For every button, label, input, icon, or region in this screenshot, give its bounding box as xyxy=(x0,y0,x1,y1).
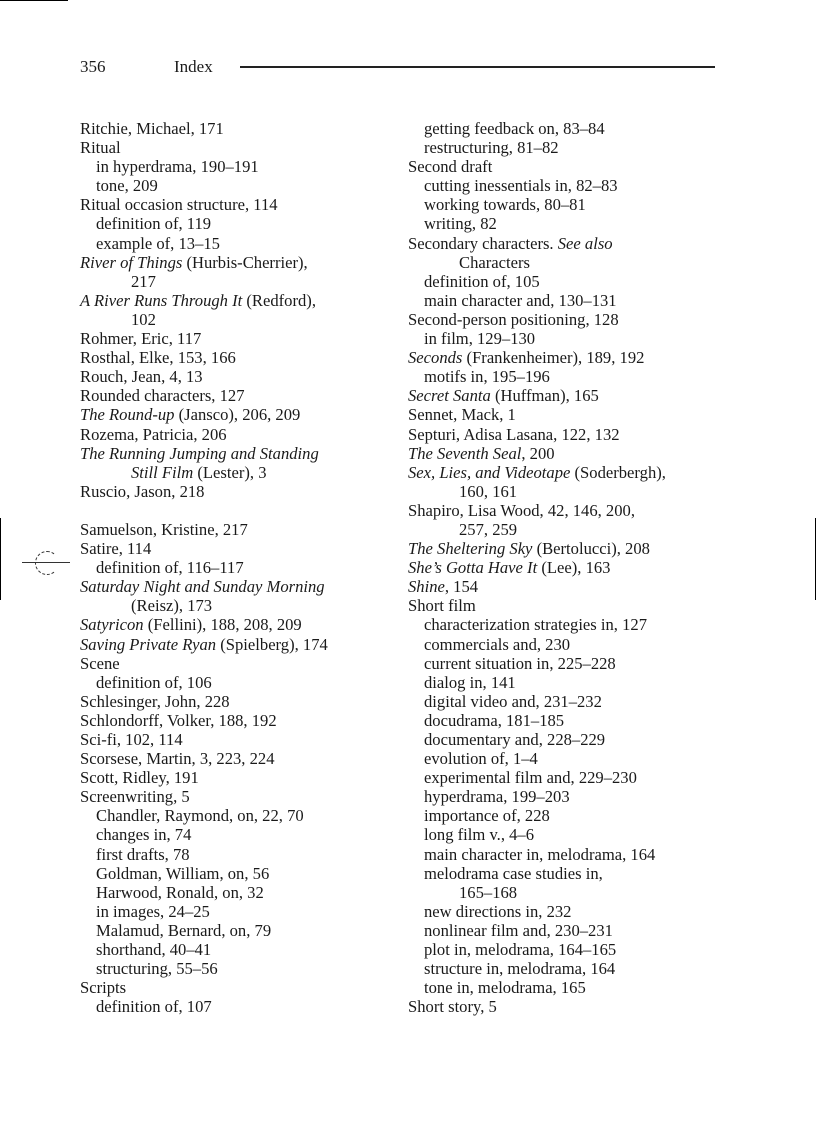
index-subentry: tone in, melodrama, 165 xyxy=(424,978,586,998)
index-entry: Satire, 114 xyxy=(80,539,152,559)
index-subentry: tone, 209 xyxy=(96,176,158,196)
index-subentry: documentary and, 228–229 xyxy=(424,730,606,749)
index-entry: She’s Gotta Have It (Lee), 163 xyxy=(408,558,611,578)
index-entry: The Round-up (Jansco), 206, 209 xyxy=(80,405,301,425)
index-subentry: in hyperdrama, 190–191 xyxy=(96,157,259,177)
index-entry: The Seventh Seal, 200 xyxy=(408,443,555,463)
index-subentry: Chandler, Raymond, on, 22, 70 xyxy=(96,806,304,826)
index-subentry: current situation in, 225–228 xyxy=(424,653,616,673)
index-subentry: definition of, 119 xyxy=(96,214,212,234)
index-subentry: Harwood, Ronald, on, 32 xyxy=(96,882,264,902)
index-entry: Second draft xyxy=(408,157,493,177)
index-subentry: in images, 24–25 xyxy=(96,901,210,921)
running-title: Index xyxy=(174,57,213,76)
index-entry: Scott, Ridley, 191 xyxy=(80,768,199,788)
index-subentry: getting feedback on, 83–84 xyxy=(424,119,605,138)
index-entry: Shine, 154 xyxy=(408,577,479,597)
index-subentry: structure in, melodrama, 164 xyxy=(424,959,616,979)
index-subentry: melodrama case studies in, xyxy=(424,863,603,883)
index-entry-continuation: (Reisz), 173 xyxy=(131,596,213,616)
index-entry-continuation: Still Film (Lester), 3 xyxy=(131,462,267,482)
index-entry-continuation: 217 xyxy=(131,271,156,291)
index-subentry: nonlinear film and, 230–231 xyxy=(424,920,613,940)
index-entry: Short story, 5 xyxy=(408,997,497,1017)
header-rule xyxy=(240,66,715,68)
index-entry: A River Runs Through It (Redford), xyxy=(80,290,316,310)
index-subentry: definition of, 105 xyxy=(424,271,540,291)
letter-group-gap xyxy=(80,501,400,520)
index-subentry: characterization strategies in, 127 xyxy=(424,615,647,635)
index-subentry: restructuring, 81–82 xyxy=(424,138,559,158)
index-subentry: docudrama, 181–185 xyxy=(424,710,565,730)
index-subentry: experimental film and, 229–230 xyxy=(424,768,637,788)
index-entry-continuation: Characters xyxy=(459,252,530,272)
index-entry-continuation: 165–168 xyxy=(459,882,518,902)
index-entry-continuation: 102 xyxy=(131,309,156,329)
index-entry: Short film xyxy=(408,596,476,616)
index-subentry: shorthand, 40–41 xyxy=(96,940,212,960)
index-subentry: Goldman, William, on, 56 xyxy=(96,863,270,883)
index-subentry: cutting inessentials in, 82–83 xyxy=(424,176,618,196)
index-subentry: example of, 13–15 xyxy=(96,233,220,253)
index-entry-continuation: 160, 161 xyxy=(459,481,518,501)
index-entry: Ritchie, Michael, 171 xyxy=(80,119,224,138)
index-entry: Samuelson, Kristine, 217 xyxy=(80,519,248,539)
index-entry: Sex, Lies, and Videotape (Soderbergh), xyxy=(408,462,666,482)
index-entry: Rounded characters, 127 xyxy=(80,386,245,406)
index-subentry: long film v., 4–6 xyxy=(424,825,535,845)
index-entry: Saturday Night and Sunday Morning xyxy=(80,577,325,597)
index-subentry: dialog in, 141 xyxy=(424,672,516,692)
index-subentry: commercials and, 230 xyxy=(424,634,571,654)
index-subentry: in film, 129–130 xyxy=(424,329,536,349)
index-entry: Scripts xyxy=(80,978,127,998)
index-entry: Scene xyxy=(80,653,120,673)
index-entry: Secret Santa (Huffman), 165 xyxy=(408,386,599,406)
index-entry: Septuri, Adisa Lasana, 122, 132 xyxy=(408,424,620,444)
index-entry: Sci-fi, 102, 114 xyxy=(80,730,183,749)
registration-mark xyxy=(22,549,70,577)
index-subentry: working towards, 80–81 xyxy=(424,195,586,215)
index-subentry: first drafts, 78 xyxy=(96,844,190,864)
index-entry: Schlondorff, Volker, 188, 192 xyxy=(80,710,277,730)
crop-mark-top xyxy=(0,0,68,1)
index-subentry: digital video and, 231–232 xyxy=(424,691,602,711)
index-entry: Rouch, Jean, 4, 13 xyxy=(80,367,203,387)
index-entry-continuation: 257, 259 xyxy=(459,519,518,539)
index-subentry: motifs in, 195–196 xyxy=(424,367,550,387)
index-subentry: Malamud, Bernard, on, 79 xyxy=(96,920,272,940)
index-entry: Shapiro, Lisa Wood, 42, 146, 200, xyxy=(408,500,635,520)
index-subentry: definition of, 106 xyxy=(96,672,212,692)
index-entry: Rozema, Patricia, 206 xyxy=(80,424,227,444)
index-entry: The Sheltering Sky (Bertolucci), 208 xyxy=(408,539,650,559)
index-subentry: plot in, melodrama, 164–165 xyxy=(424,940,617,960)
index-entry: Rohmer, Eric, 117 xyxy=(80,329,202,349)
index-entry: River of Things (Hurbis-Cherrier), xyxy=(80,252,308,272)
index-subentry: hyperdrama, 199–203 xyxy=(424,787,570,807)
index-entry: Sennet, Mack, 1 xyxy=(408,405,516,425)
index-entry: Secondary characters. See also xyxy=(408,233,613,253)
index-subentry: definition of, 107 xyxy=(96,997,212,1017)
index-entry: The Running Jumping and Standing xyxy=(80,443,319,463)
index-entry: Screenwriting, 5 xyxy=(80,787,190,807)
index-entry: Ritual occasion structure, 114 xyxy=(80,195,278,215)
index-column-right xyxy=(408,119,748,1016)
index-entry: Ritual xyxy=(80,138,121,158)
index-entry: Seconds (Frankenheimer), 189, 192 xyxy=(408,348,645,368)
crop-mark-left xyxy=(0,518,1,600)
index-subentry: evolution of, 1–4 xyxy=(424,749,538,769)
page-number: 356 xyxy=(80,57,106,76)
index-subentry: importance of, 228 xyxy=(424,806,550,826)
index-entry: Second-person positioning, 128 xyxy=(408,309,619,329)
index-entry: Saving Private Ryan (Spielberg), 174 xyxy=(80,634,328,654)
index-entry: Scorsese, Martin, 3, 223, 224 xyxy=(80,749,275,769)
index-entry: Rosthal, Elke, 153, 166 xyxy=(80,348,236,368)
index-entry: Ruscio, Jason, 218 xyxy=(80,481,205,501)
index-subentry: changes in, 74 xyxy=(96,825,192,845)
index-subentry: main character in, melodrama, 164 xyxy=(424,844,656,864)
index-subentry: new directions in, 232 xyxy=(424,901,572,921)
index-subentry: definition of, 116–117 xyxy=(96,558,244,578)
index-entry: Satyricon (Fellini), 188, 208, 209 xyxy=(80,615,302,635)
index-subentry: writing, 82 xyxy=(424,214,497,234)
index-subentry: structuring, 55–56 xyxy=(96,959,218,979)
index-column-left xyxy=(80,119,400,1016)
index-entry: Schlesinger, John, 228 xyxy=(80,691,230,711)
running-header xyxy=(80,57,715,79)
index-subentry: main character and, 130–131 xyxy=(424,290,617,310)
